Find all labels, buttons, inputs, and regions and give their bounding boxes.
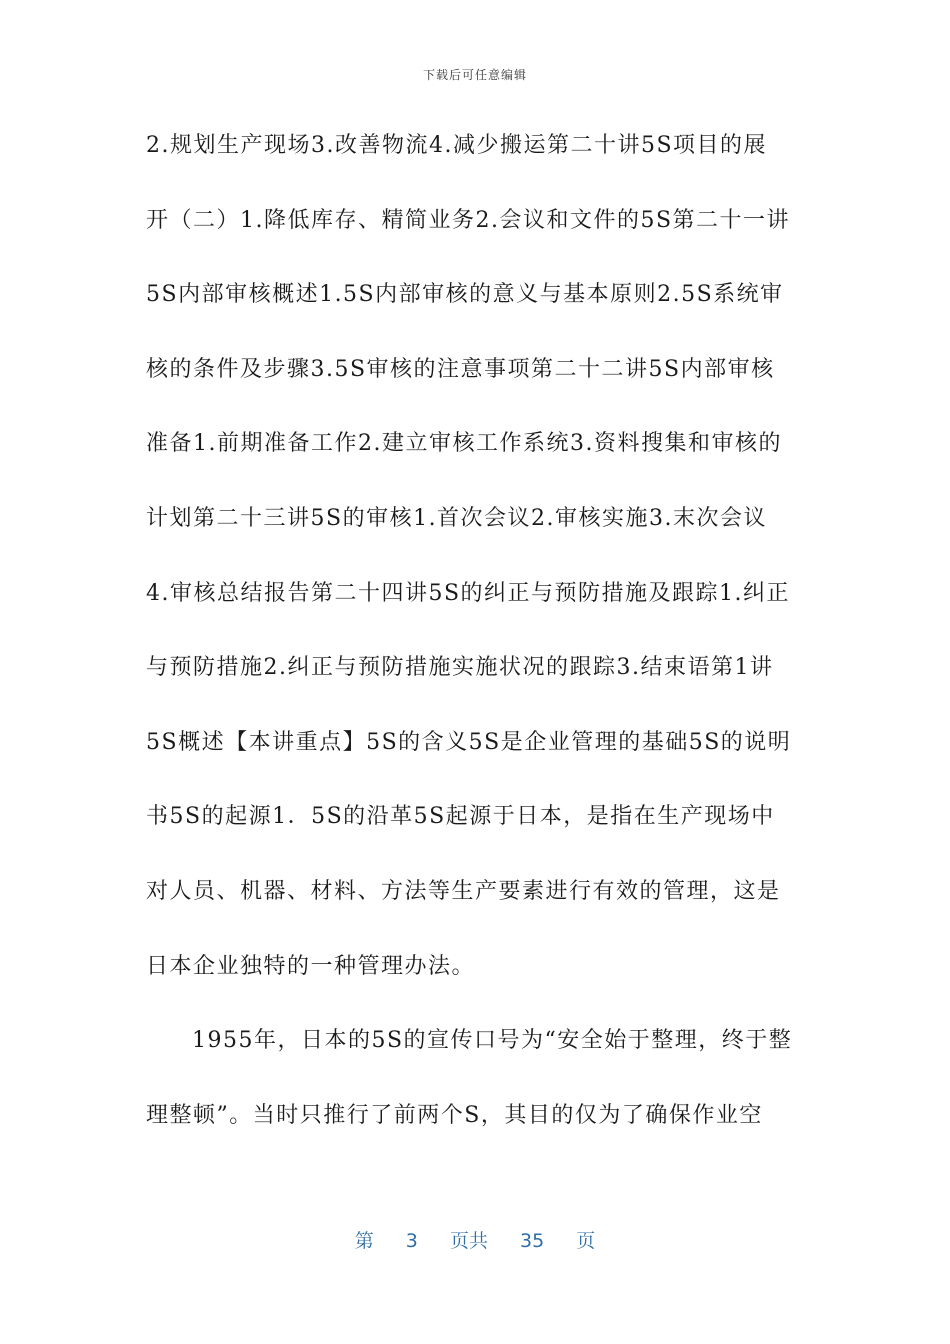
footer-prefix: 第 [354,1230,374,1252]
text-line: 计划第二十三讲5S的审核1.首次会议2.审核实施3.末次会议 [146,505,768,531]
text-line: 准备1.前期准备工作2.建立审核工作系统3.资料搜集和审核的 [146,431,782,457]
text-line: 日本企业独特的一种管理办法。 [146,953,476,979]
text-line: 与预防措施2.纠正与预防措施实施状况的跟踪3.结束语第1讲 [146,655,774,681]
text-line: 5S概述【本讲重点】5S的含义5S是企业管理的基础5S的说明 [146,729,792,755]
text-line: 对人员、机器、材料、方法等生产要素进行有效的管理，这是 [146,878,781,904]
footer-suffix: 页 [576,1230,596,1252]
text-line: 理整顿”。当时只推行了前两个S，其目的仅为了确保作业空 [146,1102,763,1128]
text-line: 核的条件及步骤3.5S审核的注意事项第二十二讲5S内部审核 [146,356,775,382]
document-body [146,120,806,1164]
text-line: 书5S的起源1．5S的沿革5S起源于日本，是指在生产现场中 [146,804,775,830]
text-line: 5S内部审核概述1.5S内部审核的意义与基本原则2.5S系统审 [146,282,784,308]
paragraph-start-line: 1955年，日本的5S的宣传口号为“安全始于整理，终于整 [192,1028,793,1054]
text-line: 2.规划生产现场3.改善物流4.减少搬运第二十讲5S项目的展 [146,133,768,158]
text-line: 开（二）1.降低库存、精简业务2.会议和文件的5S第二十一讲 [146,207,791,233]
footer-middle: 页共 [449,1230,488,1252]
page-header-note: 下载后可任意编辑 [422,68,527,82]
total-page-count: 35 [520,1230,545,1252]
text-line: 4.审核总结报告第二十四讲5S的纠正与预防措施及跟踪1.纠正 [146,580,791,606]
page-footer [0,1226,950,1253]
current-page-number: 3 [405,1230,418,1252]
